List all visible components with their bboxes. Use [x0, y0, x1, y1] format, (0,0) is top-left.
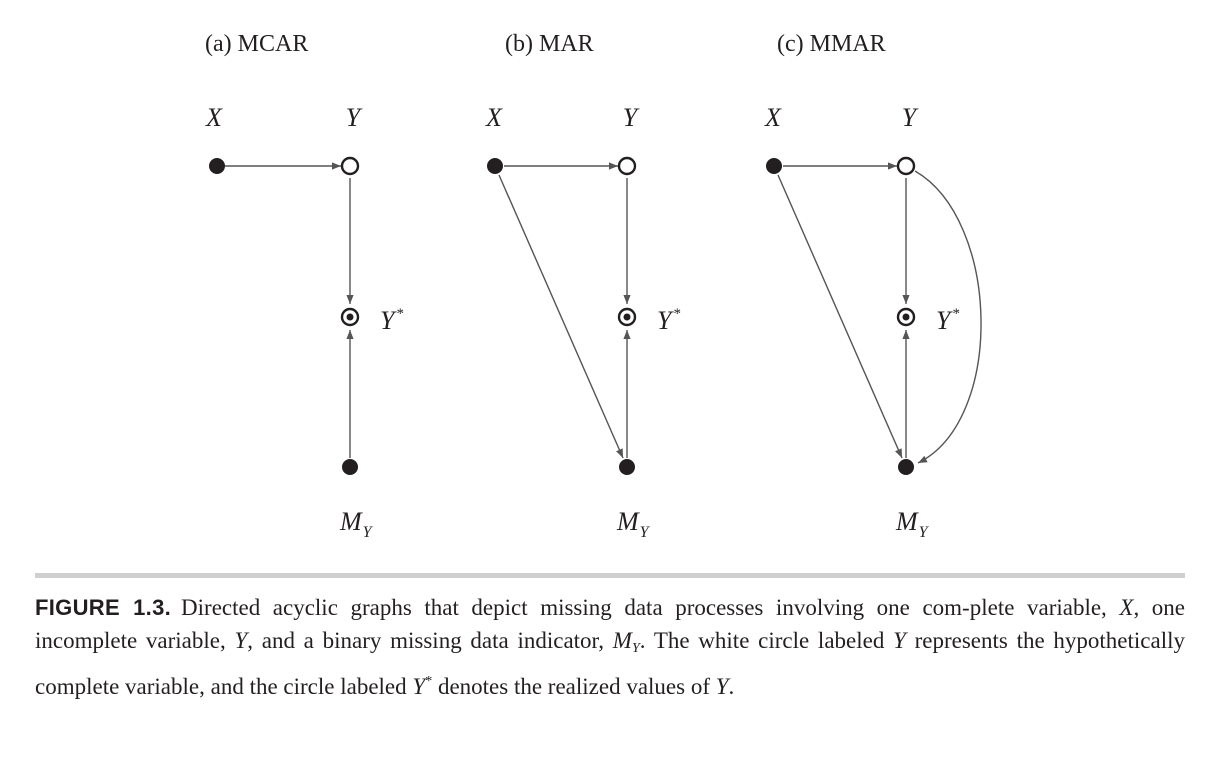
label-m: $M_Y$: [340, 507, 372, 541]
node-m: [898, 459, 914, 475]
label-y: Y: [622, 103, 638, 132]
node-ystar-center: [624, 314, 631, 321]
panel-mar: [485, 31, 681, 541]
node-x: [209, 158, 225, 174]
label-ystar: Y *: [936, 306, 960, 335]
panel-mcar: [205, 31, 404, 541]
node-m: [619, 459, 635, 475]
edge-x-to-m: [499, 175, 623, 458]
panel-title: (a) MCAR: [205, 31, 309, 57]
node-x: [766, 158, 782, 174]
label-ystar: Y *: [657, 306, 681, 335]
edge-x-to-m: [778, 175, 902, 458]
panel-title: (c) MMAR: [777, 31, 886, 57]
label-ystar: Y *: [380, 306, 404, 335]
label-y: Y: [345, 103, 361, 132]
panel-title: (b) MAR: [505, 31, 594, 57]
figure-caption: FIGURE 1.3. Directed acyclic graphs that depict missing data processes involving one com-plete variable, X, one incomplete variable, Y, and a binary missing data indicator, $M_Y$. The white circle labeled Y represents the hypothetically complete variable, and the circle labeled Y* denotes the realized values of Y.: [35, 595, 1185, 699]
label-x: X: [765, 103, 781, 132]
node-ystar-center: [903, 314, 910, 321]
node-y: [619, 158, 635, 174]
node-ystar-center: [347, 314, 354, 321]
node-y: [342, 158, 358, 174]
label-m: $M_Y$: [896, 507, 928, 541]
label-x: X: [206, 103, 222, 132]
node-y: [898, 158, 914, 174]
node-x: [487, 158, 503, 174]
label-y: Y: [901, 103, 917, 132]
label-m: $M_Y$: [617, 507, 649, 541]
node-m: [342, 459, 358, 475]
label-x: X: [486, 103, 502, 132]
figure-label: FIGURE 1.3.: [35, 595, 172, 620]
caption-rule: [35, 573, 1185, 578]
panel-mmar: [764, 31, 981, 541]
